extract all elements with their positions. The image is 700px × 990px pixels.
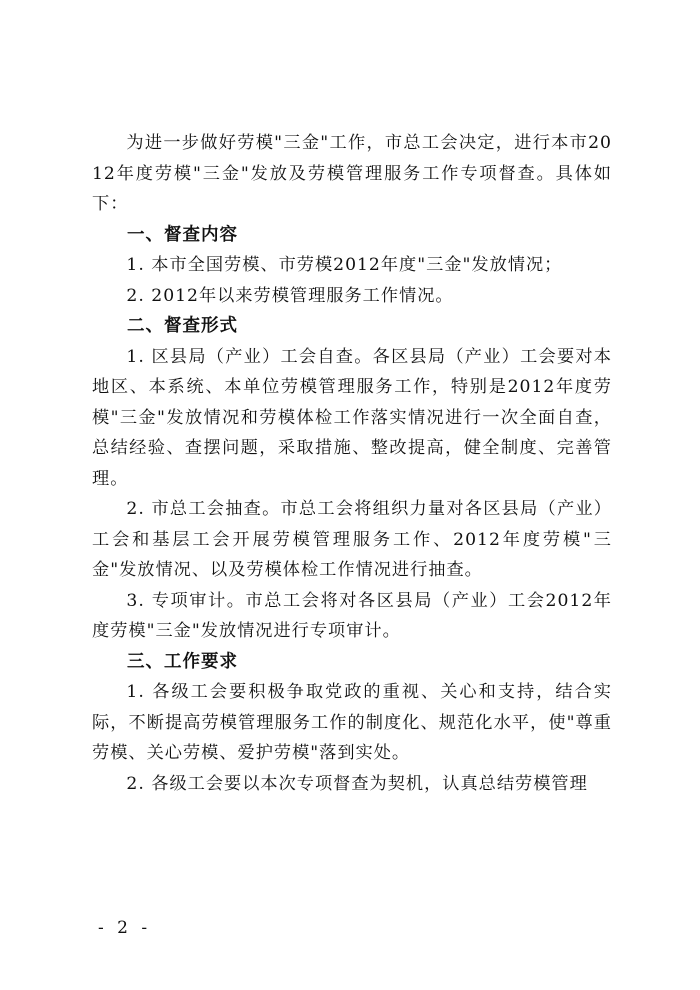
list-item: 1. 各级工会要积极争取党政的重视、关心和支持，结合实际，不断提高劳模管理服务工作的制度化、规范化水平，使"尊重劳模、关心劳模、爱护劳模"落到实处。 xyxy=(92,682,612,763)
intro-paragraph: 为进一步做好劳模"三金"工作，市总工会决定，进行本市2012年度劳模"三金"发放及劳模管理服务工作专项督查。具体如下： xyxy=(92,133,612,214)
section-heading-inspection-content: 一、督查内容 xyxy=(127,224,238,245)
page-number: - 2 - xyxy=(98,918,152,938)
list-item: 2. 各级工会要以本次专项督查为契机，认真总结劳模管理 xyxy=(126,773,588,794)
list-item: 2. 2012年以来劳模管理服务工作情况。 xyxy=(126,285,454,306)
document-body xyxy=(92,128,612,799)
section-heading-work-requirements: 三、工作要求 xyxy=(127,651,238,672)
list-item: 1. 本市全国劳模、市劳模2012年度"三金"发放情况； xyxy=(126,255,563,275)
list-item: 3. 专项审计。市总工会将对各区县局（产业）工会2012年度劳模"三金"发放情况进行专项审计。 xyxy=(92,590,612,641)
section-heading-inspection-form: 二、督查形式 xyxy=(127,316,238,336)
list-item: 1. 区县局（产业）工会自查。各区县局（产业）工会要对本地区、本系统、本单位劳模管理服务工作，特别是2012年度劳模"三金"发放情况和劳模体检工作落实情况进行一次全面自查，总结经验、查摆问题，采取措施、整改提高，健全制度、完善管理。 xyxy=(92,346,612,489)
list-item: 2. 市总工会抽查。市总工会将组织力量对各区县局（产业）工会和基层工会开展劳模管理服务工作、2012年度劳模"三金"发放情况、以及劳模体检工作情况进行抽查。 xyxy=(92,499,612,580)
